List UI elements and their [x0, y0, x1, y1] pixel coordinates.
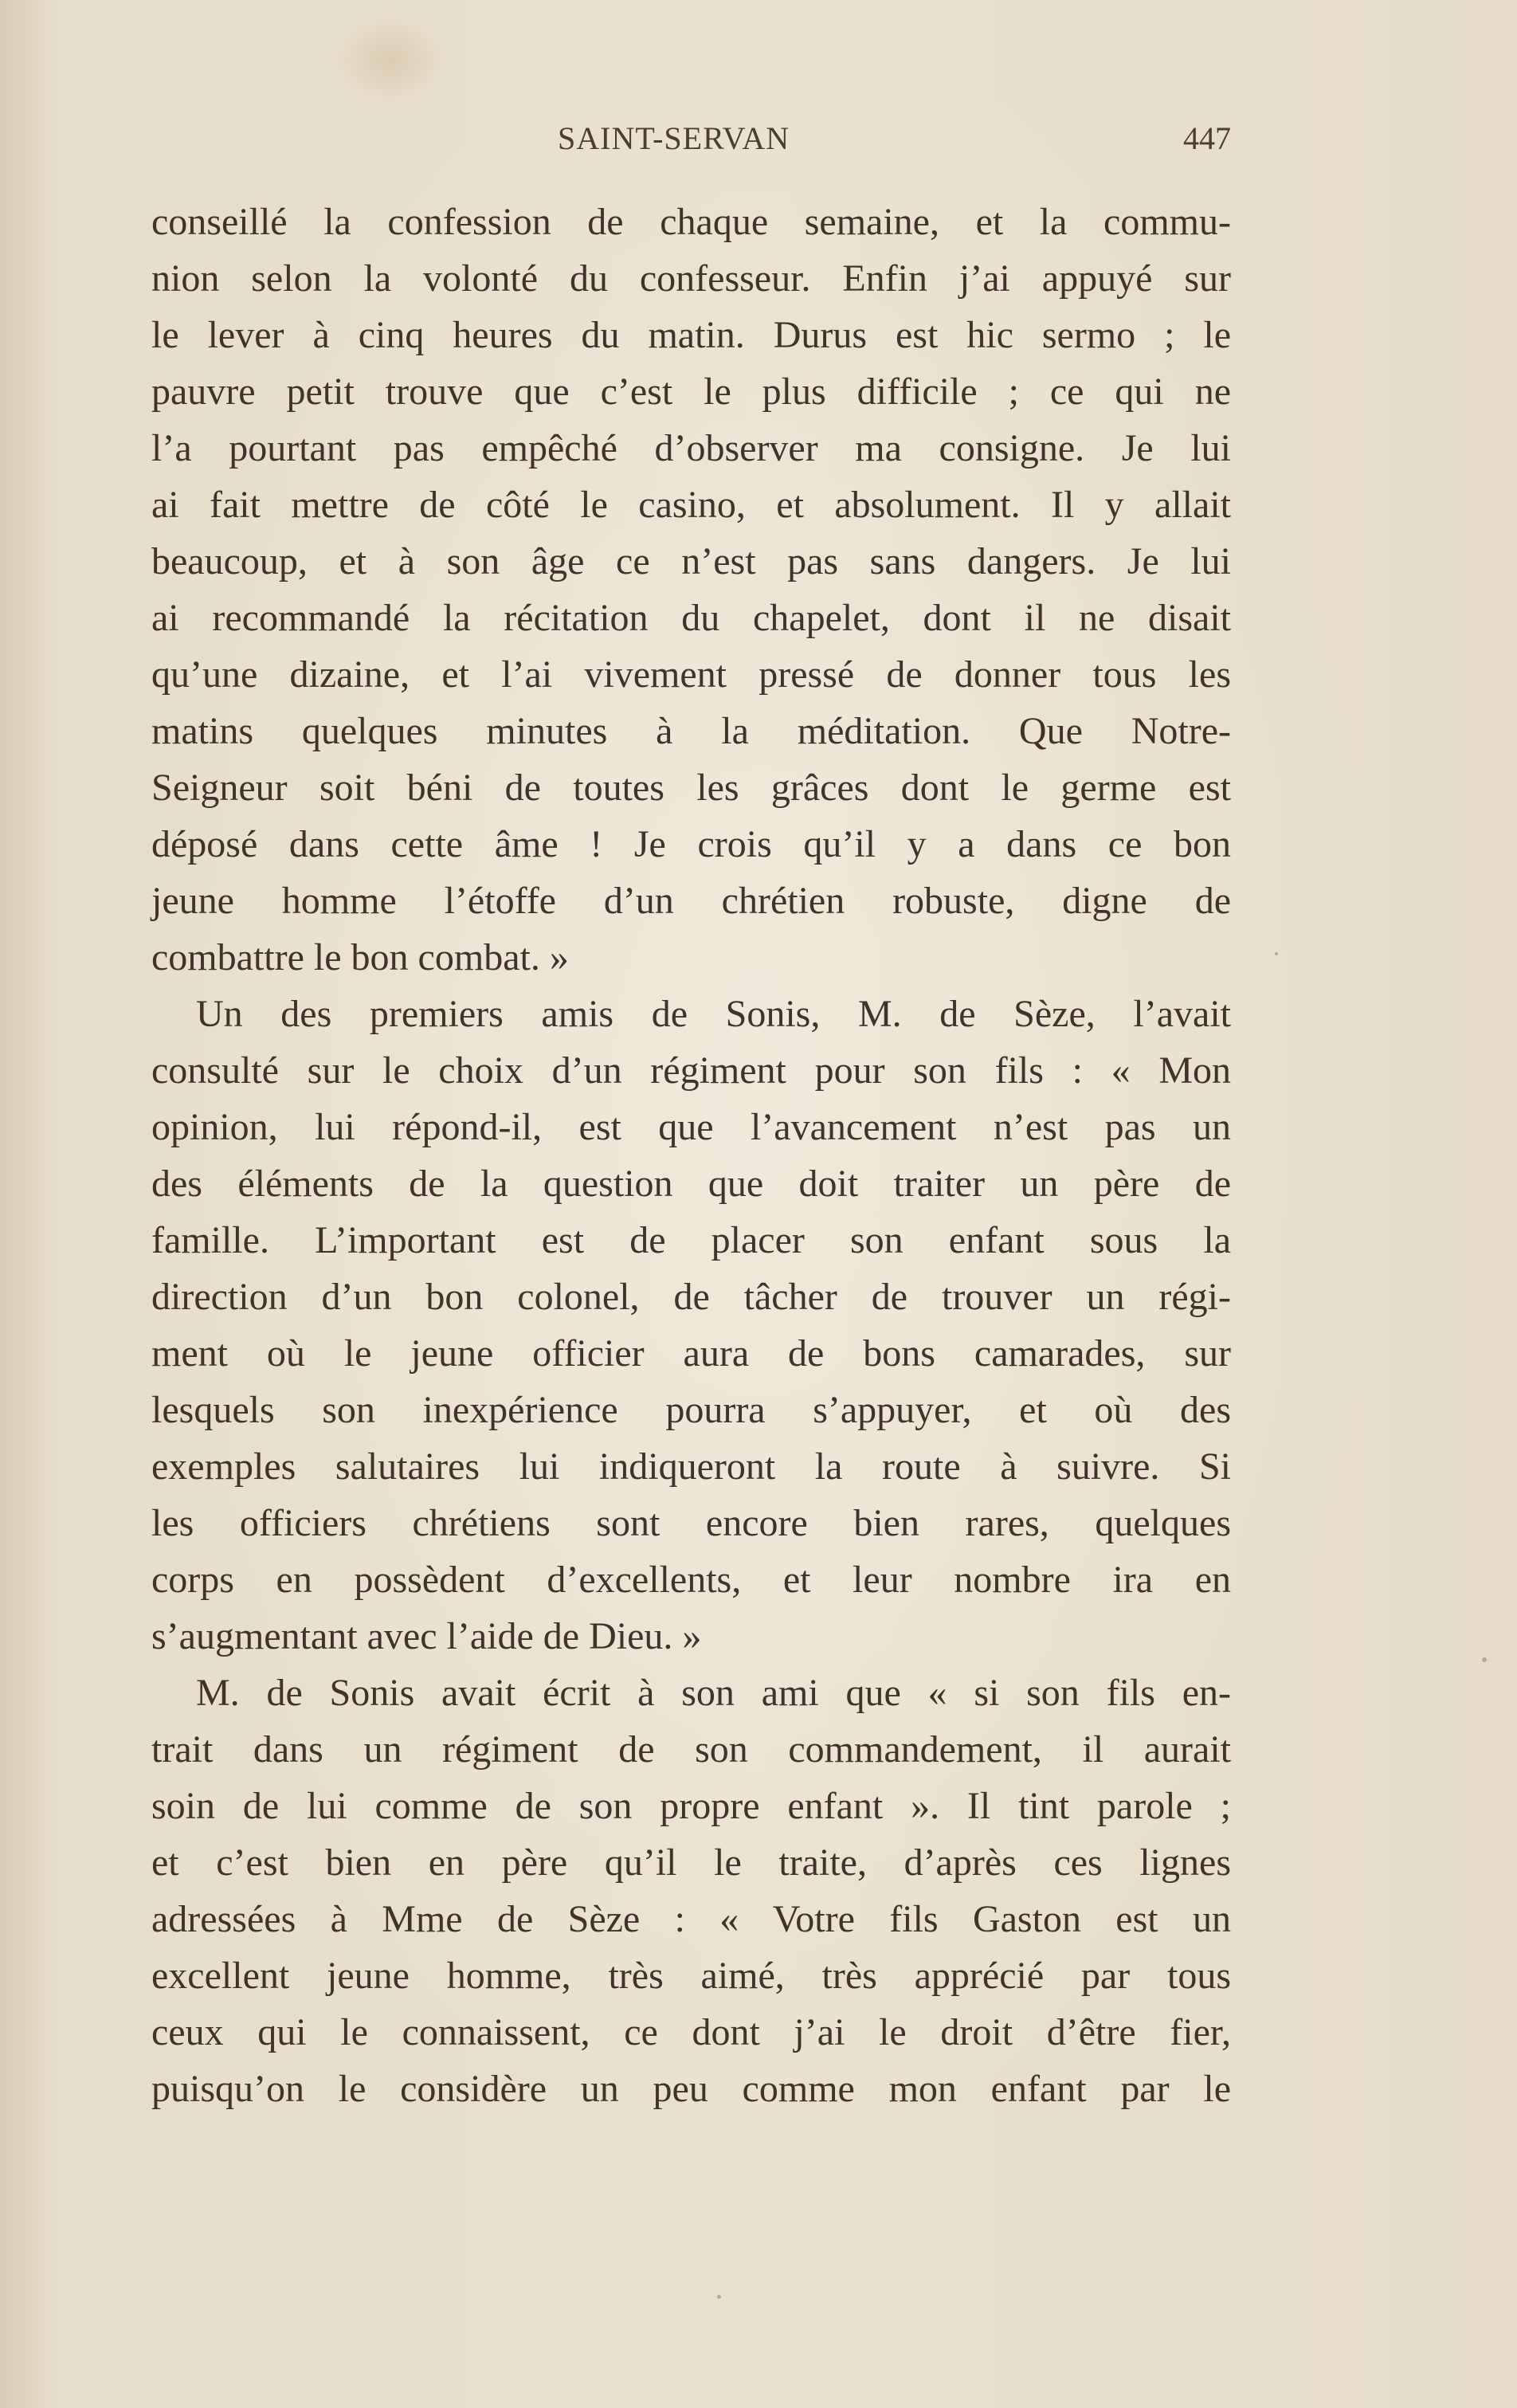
text-line: adressées à Mme de Sèze : « Votre fils Gaston est un — [151, 1898, 1231, 1940]
text-line: lesquels son inexpérience pourra s’appuyer, et où des — [151, 1389, 1231, 1431]
text-line: consulté sur le choix d’un régiment pour son fils : « Mon — [151, 1049, 1231, 1092]
text-line: exemples salutaires lui indiqueront la route à suivre. Si — [151, 1445, 1231, 1488]
text-line: ceux qui le connaissent, ce dont j’ai le droit d’être fier, — [151, 2011, 1231, 2053]
paper-stain — [335, 16, 446, 104]
text-line: ai fait mettre de côté le casino, et absolument. Il y allait — [151, 484, 1231, 526]
text-line: le lever à cinq heures du matin. Durus est hic sermo ; le — [151, 314, 1231, 356]
text-line: corps en possèdent d’excellents, et leur nombre ira en — [151, 1559, 1231, 1601]
text-line: famille. L’important est de placer son enfant sous la — [151, 1219, 1231, 1261]
body-text — [151, 194, 1231, 2117]
text-line: des éléments de la question que doit traiter un père de — [151, 1163, 1231, 1205]
text-line: beaucoup, et à son âge ce n’est pas sans dangers. Je lui — [151, 540, 1231, 582]
text-line: jeune homme l’étoffe d’un chrétien robuste, digne de — [151, 880, 1231, 922]
text-line: Un des premiers amis de Sonis, M. de Sèze, l’avait — [196, 993, 1231, 1035]
text-line: direction d’un bon colonel, de tâcher de trouver un régi- — [151, 1276, 1231, 1318]
text-line: excellent jeune homme, très aimé, très apprécié par tous — [151, 1955, 1231, 1997]
text-line: ment où le jeune officier aura de bons camarades, sur — [151, 1332, 1231, 1375]
text-line: matins quelques minutes à la méditation. Que Notre- — [151, 710, 1231, 752]
text-line: combattre le bon combat. » — [151, 936, 569, 978]
text-line: déposé dans cette âme ! Je crois qu’il y a dans ce bon — [151, 823, 1231, 865]
text-line: l’a pourtant pas empêché d’observer ma consigne. Je lui — [151, 427, 1231, 469]
text-line: M. de Sonis avait écrit à son ami que « si son fils en- — [196, 1672, 1231, 1714]
paper-speck — [717, 2295, 721, 2299]
text-line: trait dans un régiment de son commandement, il aurait — [151, 1728, 1231, 1771]
text-line: et c’est bien en père qu’il le traite, d’après ces lignes — [151, 1841, 1231, 1884]
text-line: nion selon la volonté du confesseur. Enfin j’ai appuyé sur — [151, 257, 1231, 300]
text-line: ai recommandé la récitation du chapelet, dont il ne disait — [151, 597, 1231, 639]
text-line: conseillé la confession de chaque semaine, et la commu- — [151, 201, 1231, 243]
text-line: les officiers chrétiens sont encore bien rares, quelques — [151, 1502, 1231, 1544]
paper-speck — [1482, 1657, 1487, 1662]
text-line: Seigneur soit béni de toutes les grâces dont le germe est — [151, 767, 1231, 809]
running-head — [151, 120, 1231, 167]
paper-speck — [1275, 952, 1278, 955]
text-line: soin de lui comme de son propre enfant ». Il tint parole ; — [151, 1785, 1231, 1827]
text-line: qu’une dizaine, et l’ai vivement pressé de donner tous les — [151, 653, 1231, 696]
text-line: opinion, lui répond-il, est que l’avancement n’est pas un — [151, 1106, 1231, 1148]
text-line: pauvre petit trouve que c’est le plus difficile ; ce qui ne — [151, 371, 1231, 413]
text-line: s’augmentant avec l’aide de Dieu. » — [151, 1615, 702, 1657]
page-number: 447 — [1183, 120, 1231, 156]
text-line: puisqu’on le considère un peu comme mon enfant par le — [151, 2068, 1231, 2110]
running-title: SAINT-SERVAN — [558, 120, 790, 156]
